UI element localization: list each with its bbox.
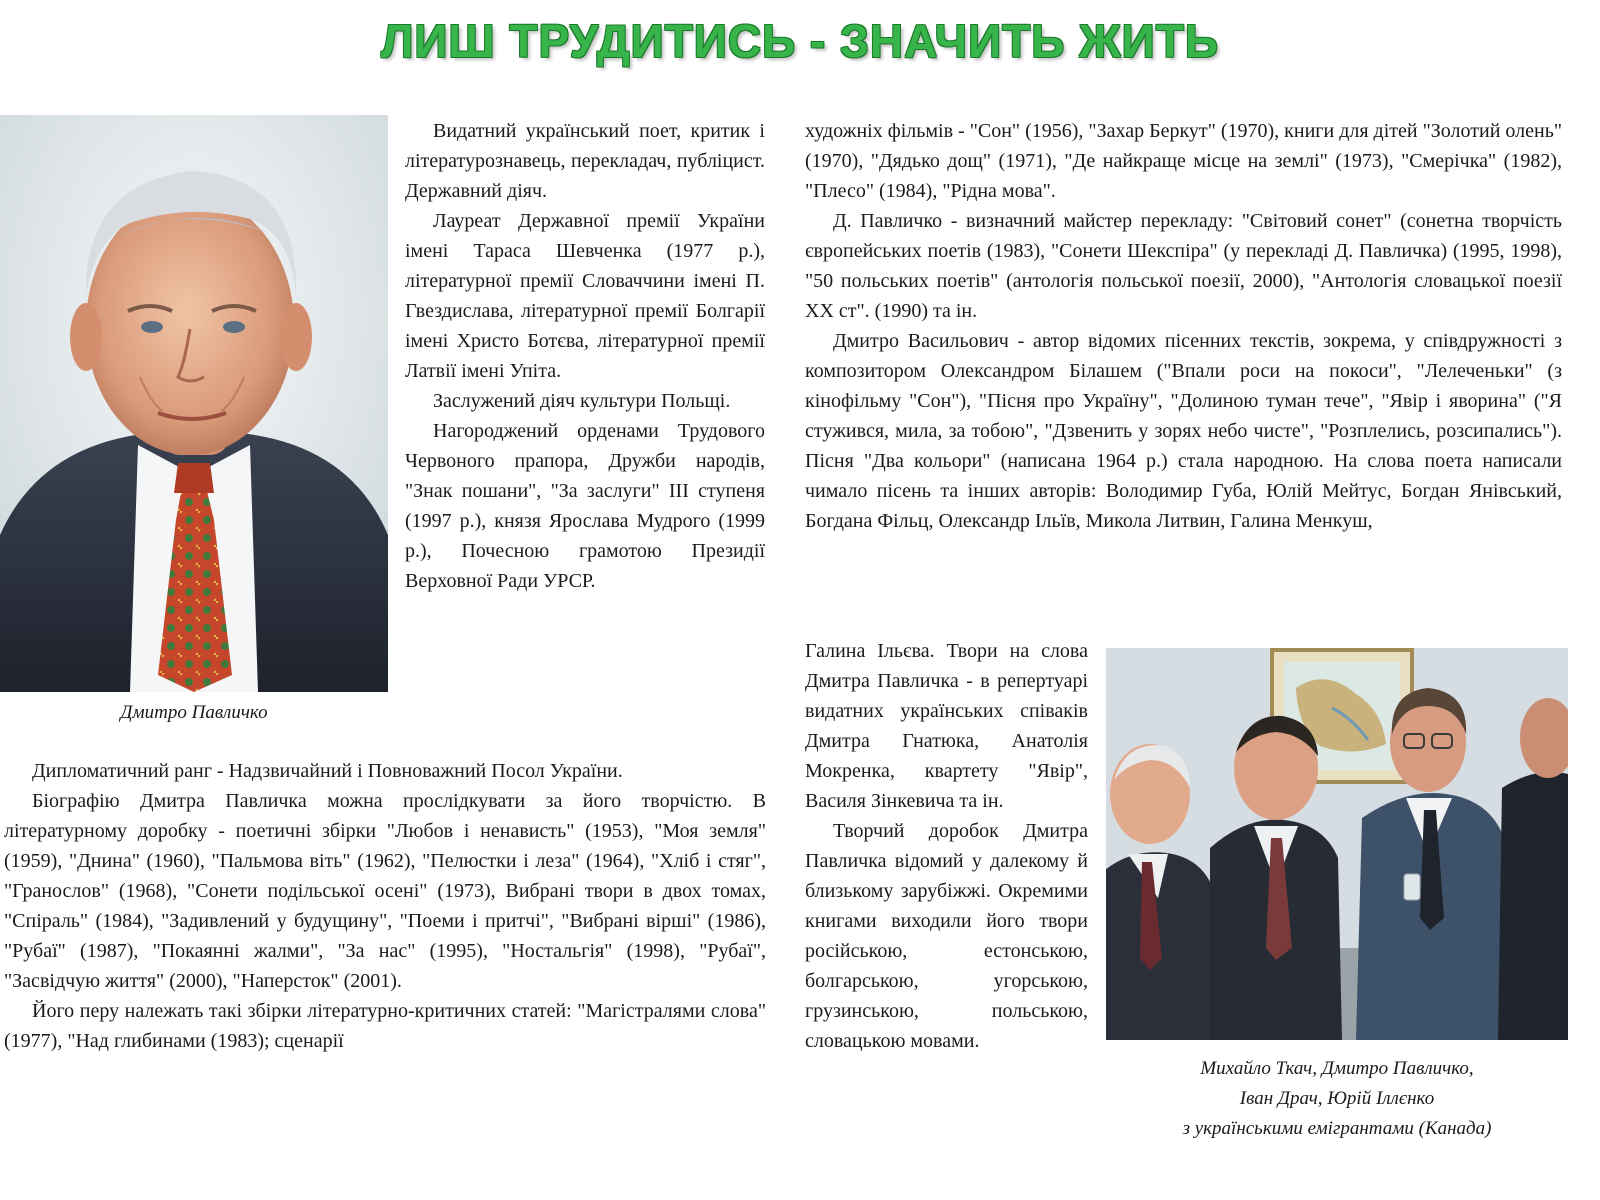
- biography-column: [4, 756, 766, 1056]
- portrait-caption: Дмитро Павличко: [120, 702, 268, 723]
- paragraph: художніх фільмів - "Сон" (1956), "Захар Беркут" (1970), книги для дітей "Золотий олень" (1970), "Дядько дощ" (1971), "Де найкраще місце на землі" (1973), "Смерічка" (1982), "Плесо" (1984), "Рідна мова".: [805, 120, 1562, 202]
- paragraph: Заслужений діяч культури Польщі.: [433, 390, 731, 412]
- caption-line: Михайло Ткач, Дмитро Павличко,: [1200, 1058, 1474, 1079]
- paragraph: Його перу належать такі збірки літературно-критичних статей: "Магістралями слова" (1977), "Над глибинами (1983); сценарії: [4, 1000, 766, 1052]
- group-photo-caption: [1106, 1054, 1568, 1144]
- paragraph: Галина Ільєва. Твори на слова Дмитра Павличка - в репертуарі видатних українських співаків Дмитра Гнатюка, Анатолія Мокренка, квартету "Явір", Василя Зінкевича та ін.: [805, 640, 1088, 812]
- page-title: ЛИШ ТРУДИТИСЬ - ЗНАЧИТЬ ЖИТЬ: [381, 15, 1219, 67]
- paragraph: Нагороджений орденами Трудового Червоного прапора, Дружби народів, "Знак пошани", "За заслуги" ІІІ ступеня (1997 р.), князя Ярослава Мудрого (1999 р.), Почесною грамотою Президії Верховної Ради УРСР.: [405, 420, 765, 592]
- works-column: [805, 116, 1562, 536]
- paragraph: Лауреат Державної премії України імені Тараса Шевченка (1977 р.), літературної премії Словаччини імені П. Гвездислава, літературної премії Болгарії імені Христо Ботєва, літературної премії Латвії імені Упіта.: [405, 210, 765, 382]
- paragraph: Біографію Дмитра Павличка можна прослідкувати за його творчістю. В літературному доробку - поетичні збірки "Любов і ненависть" (1953), "Моя земля" (1959), "Днина" (1960), "Пальмова віть" (1962), "Пелюстки і леза" (1964), "Хліб і стяг", "Гранослов" (1968), "Сонети подільської осені" (1973), Вибрані твори в двох томах, "Спіраль" (1984), "Задивлений у будущину", "Поеми і притчі", "Вибрані вірші" (1986), "Рубаї" (1987), "Покаянні жалми", "За нас" (1995), "Ностальгія" (1998), "Рубаї", "Засвідчую життя" (2000), "Наперсток" (2001).: [4, 790, 766, 992]
- group-photo: [1106, 648, 1568, 1040]
- caption-line: Іван Драч, Юрій Іллєнко: [1239, 1088, 1435, 1109]
- caption-line: з українськими емігрантами (Канада): [1182, 1118, 1492, 1139]
- paragraph: Д. Павличко - визначний майстер перекладу: "Світовий сонет" (сонетна творчість європейських поетів (1983), "Сонети Шекспіра" (у перекладі Д. Павличка) (1995, 1998), "50 польських поетів" (антологія польської поезії, 2000), "Антологія словацької поезії ХХ ст". (1990) та ін.: [805, 210, 1562, 322]
- paragraph: Дмитро Васильович - автор відомих пісенних текстів, зокрема, у співдружності з композитором Олександром Білашем ("Впали роси на покоси", "Лелеченьки" (з кінофільму "Сон"), "Пісня про Україну", "Долиною туман тече", "Явір і яворина" ("Я стужився, мила, за тобою", "Дзвенить у зорях небо чисте", "Розплелись, розсипались"). Пісня "Два кольори" (написана 1964 р.) стала народною. На слова поета написали чимало пісень та інших авторів: Володимир Губа, Юлій Мейтус, Богдан Янівський, Богдана Фільц, Олександр Ільїв, Микола Литвин, Галина Менкуш,: [805, 330, 1562, 532]
- paragraph: Дипломатичний ранг - Надзвичайний і Повноважний Посол України.: [32, 760, 623, 782]
- songs-column: [805, 636, 1088, 1056]
- paragraph: Видатний український поет, критик і літературознавець, перекладач, публіцист. Державний діяч.: [405, 120, 765, 202]
- portrait-photo: [0, 115, 388, 692]
- intro-column: [405, 116, 765, 596]
- paragraph: Творчий доробок Дмитра Павличка відомий у далекому й близькому зарубіжжі. Окремими книгами виходили його твори російською, естонською, болгарською, угорською, грузинською, польською, словацькою мовами.: [805, 820, 1088, 1052]
